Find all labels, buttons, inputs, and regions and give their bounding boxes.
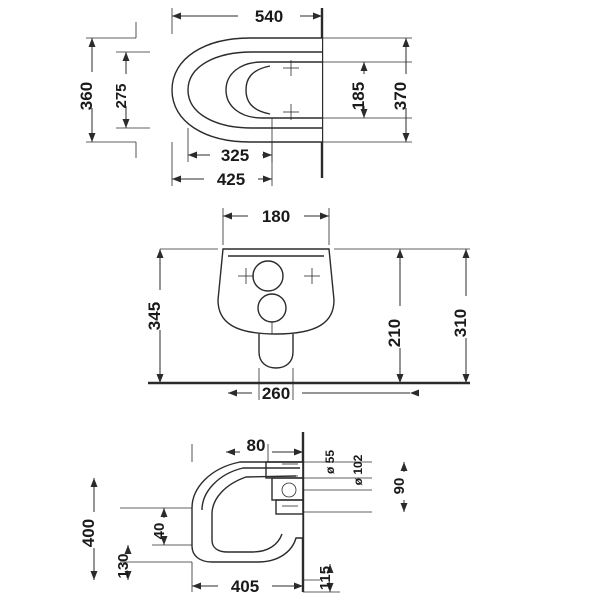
- dim-value-425: 425: [216, 170, 246, 189]
- dim-value-90: 90: [391, 477, 408, 495]
- dim-side-400: [79, 478, 98, 580]
- dim-side-80: [226, 436, 303, 455]
- dim-top-275: [113, 52, 130, 128]
- dim-top-325: [188, 146, 272, 165]
- dim-value-115: 115: [317, 565, 334, 591]
- dim-value-370: 370: [391, 81, 410, 111]
- dim-value-130: 130: [115, 553, 132, 579]
- dim-value-405: 405: [230, 577, 260, 596]
- dim-top-425: [172, 170, 272, 189]
- dim-side-130: [115, 545, 132, 580]
- dim-side-115: [317, 564, 334, 592]
- dim-value-80: 80: [246, 436, 266, 455]
- dim-top-370: [391, 38, 410, 142]
- dim-front-210: [385, 249, 404, 383]
- side-view-geometry: [79, 432, 408, 596]
- dim-value-325: 325: [220, 146, 250, 165]
- dim-side-d55: [323, 450, 337, 474]
- dim-side-90: [391, 462, 408, 512]
- dim-top-540: [172, 7, 322, 26]
- dim-value-180: 180: [261, 207, 291, 226]
- dim-value-d55: ø 55: [323, 449, 337, 475]
- dim-side-d102: [351, 454, 365, 485]
- dim-front-345: [145, 249, 164, 383]
- dim-value-400: 400: [79, 518, 98, 548]
- dim-value-540: 540: [254, 7, 284, 26]
- dim-value-360: 360: [77, 81, 96, 111]
- dim-value-260: 260: [261, 384, 291, 403]
- dim-value-345: 345: [145, 301, 164, 331]
- front-view-geometry: [145, 207, 470, 403]
- dim-front-310: [451, 249, 470, 383]
- dim-front-180: [223, 207, 329, 226]
- dim-value-185: 185: [349, 81, 368, 111]
- dim-top-185: [349, 62, 368, 118]
- dim-value-210: 210: [385, 318, 404, 348]
- dim-side-40: [151, 508, 168, 545]
- dim-front-260: [228, 384, 410, 403]
- dim-value-40: 40: [151, 522, 168, 540]
- dim-value-310: 310: [451, 308, 470, 338]
- top-view-geometry: [77, 7, 412, 189]
- dim-value-275: 275: [113, 83, 130, 109]
- dim-value-d102: ø 102: [351, 454, 365, 486]
- dim-top-360: [77, 38, 96, 142]
- dim-side-405: [192, 577, 303, 596]
